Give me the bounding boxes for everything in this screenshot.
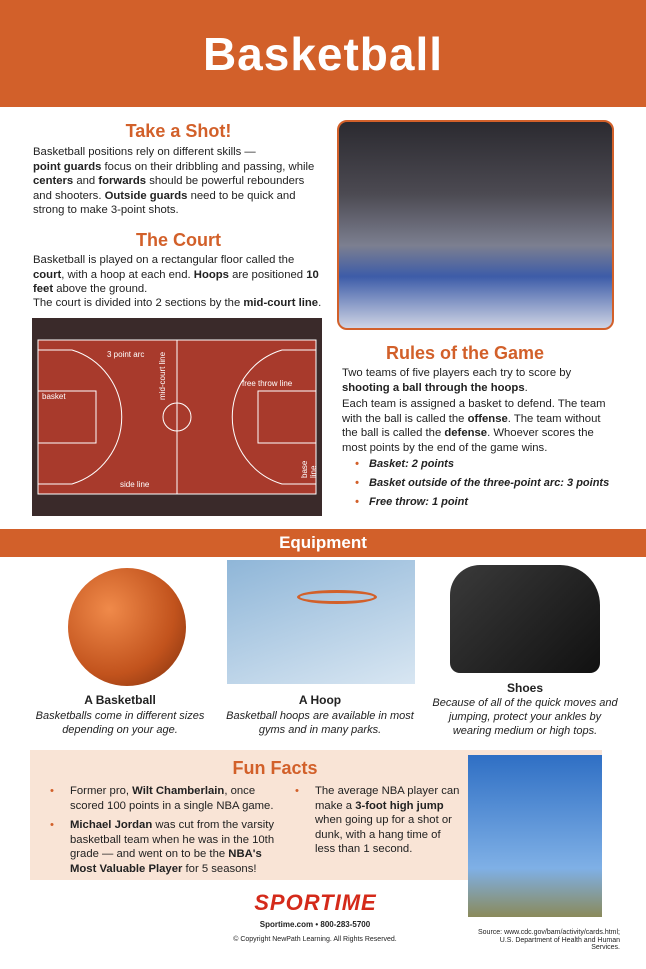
rules-text: Each team is assigned a basket to defend. The team with the ball is called the offense. The team without the ball is called the defense. Whoever scores the most points by the end of the game wins. — [342, 398, 606, 454]
court-text: Basketball is played on a rectangular floor called the court, with a hoop at each end. Hoops are positioned 10 feet above the ground. — [33, 254, 319, 295]
players-photo — [337, 120, 614, 330]
scoring-item: • Free throw: 1 point — [355, 496, 625, 508]
equipment-desc-hoop: Basketball hoops are available in most gyms and in many parks. — [226, 710, 414, 736]
source-line-2: U.S. Department of Health and Human Services. — [499, 937, 620, 951]
court-heading: The Court — [136, 230, 221, 250]
take-a-shot-text: Basketball positions rely on different skills — point guards focus on their dribbling and passing, while centers and forwards should be powerful rebounders and shooters. Outside guards need to be quick and strong to make 3-point shots. — [33, 146, 315, 216]
source-line-1: Source: www.cdc.gov/bam/activity/cards.html; — [478, 929, 620, 936]
hoop-image — [227, 560, 415, 684]
scoring-item: • Basket outside of the three-point arc: 3 points — [355, 477, 625, 489]
equipment-desc-shoes: Because of all of the quick moves and jumping, protect your ankles by wearing medium or high tops. — [432, 697, 618, 737]
equipment-label-shoes: Shoes — [506, 681, 543, 695]
fun-facts-list-left — [50, 784, 275, 881]
shoes-image — [450, 565, 600, 673]
contact-info: Sportime.com • 800-283-5700 — [259, 920, 371, 929]
label-base-line: base line — [300, 460, 318, 478]
equipment-heading: Equipment — [0, 529, 646, 557]
rules-heading: Rules of the Game — [385, 343, 545, 363]
label-free-throw-line: free throw line — [242, 379, 293, 388]
dunk-photo — [468, 755, 602, 917]
scoring-item: • Basket: 2 points — [355, 458, 625, 470]
rules-intro: Two teams of five players each try to score by shooting a ball through the hoops. — [342, 367, 572, 394]
copyright: © Copyright NewPath Learning. All Rights Reserved. — [233, 936, 397, 943]
equipment-label-basketball: A Basketball — [84, 693, 156, 707]
court-diagram — [32, 318, 322, 516]
label-3-point-arc: 3 point arc — [107, 350, 145, 359]
label-basket: basket — [42, 392, 66, 401]
label-mid-court-line: mid-court line — [158, 351, 167, 400]
fun-facts-heading: Fun Facts — [232, 758, 318, 778]
court-divided-text: The court is divided into 2 sections by the mid-court line. — [33, 297, 322, 309]
equipment-desc-basketball: Basketballs come in different sizes depending on your age. — [35, 710, 205, 736]
equipment-label-hoop: A Hoop — [298, 693, 342, 707]
take-a-shot-heading: Take a Shot! — [125, 121, 232, 141]
scoring-list — [355, 458, 625, 515]
fun-facts-list-right — [295, 784, 460, 862]
fun-fact: • Former pro, Wilt Chamberlain, once scored 100 points in a single NBA game. — [50, 784, 275, 813]
sportime-logo: SPORTIME — [254, 890, 377, 915]
header-banner — [0, 0, 646, 107]
fun-fact: • Michael Jordan was cut from the varsity basketball team when he was in the 10th grade — and went on to be the NBA's Most Valuable Player for 5 seasons! — [50, 818, 275, 876]
label-side-line: side line — [120, 480, 150, 489]
basketball-image — [68, 568, 186, 686]
page-title: Basketball — [202, 27, 444, 80]
fun-fact: • The average NBA player can make a 3-foot high jump when going up for a shot or dunk, with a hang time of less than 1 second. — [295, 784, 460, 857]
